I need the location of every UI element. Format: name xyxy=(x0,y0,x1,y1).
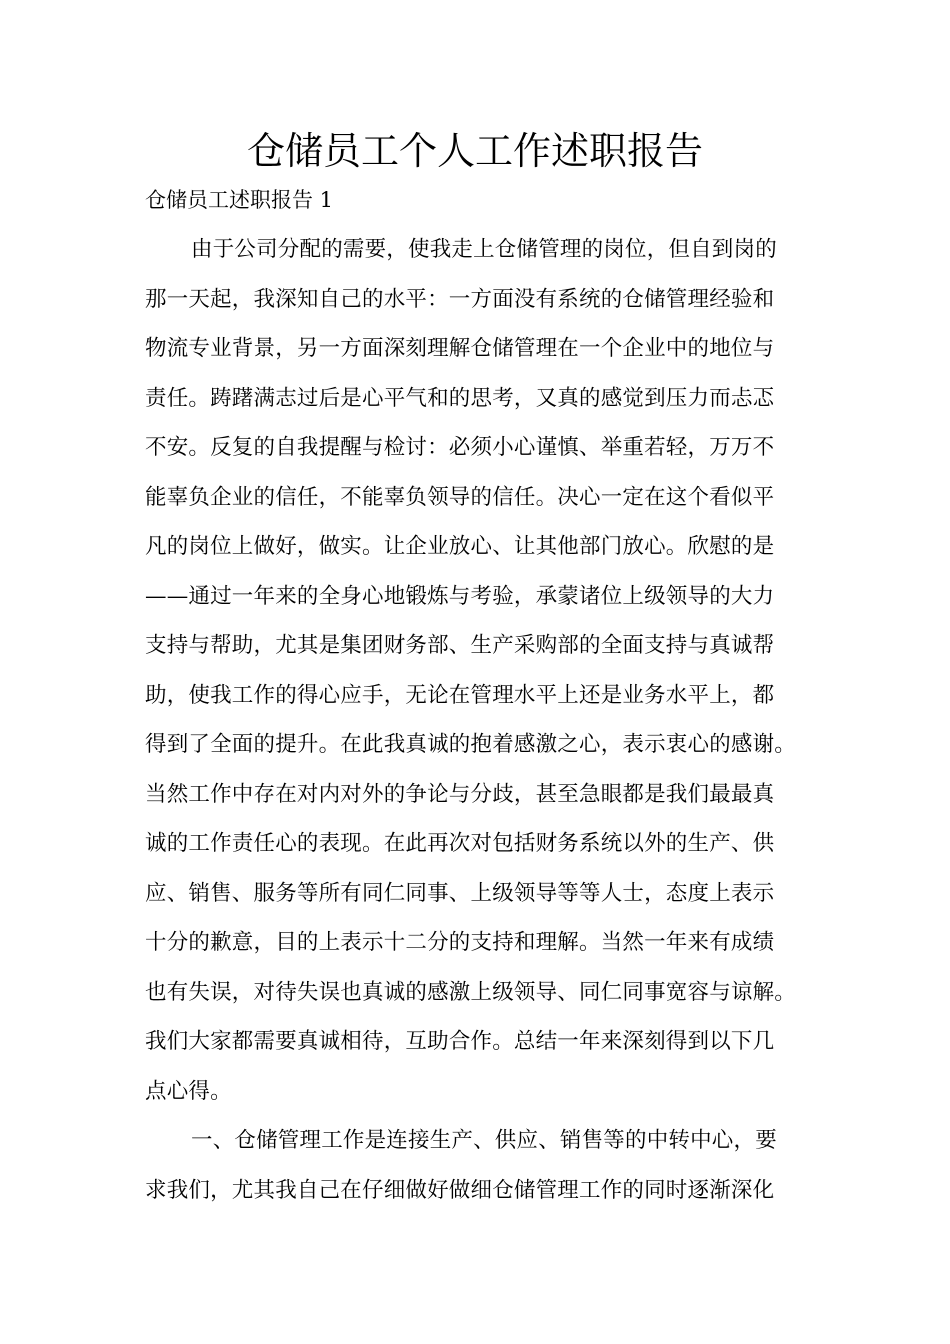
paragraph-line: 诚的工作责任心的表现。在此再次对包括财务系统以外的生产、供 xyxy=(145,831,775,856)
paragraph-line: 支持与帮助，尤其是集团财务部、生产采购部的全面支持与真诚帮 xyxy=(145,633,775,658)
paragraph-line: 责任。踌躇满志过后是心平气和的思考，又真的感觉到压力而忐忑 xyxy=(145,385,775,411)
paragraph-line: 凡的岗位上做好，做实。让企业放心、让其他部门放心。欣慰的是 xyxy=(145,534,775,559)
document-subtitle: 仓储员工述职报告 1 xyxy=(145,188,334,212)
paragraph-line: 求我们，尤其我自己在仔细做好做细仓储管理工作的同时逐渐深化 xyxy=(145,1177,775,1203)
paragraph-line: 不安。反复的自我提醒与检讨：必须小心谨慎、举重若轻，万万不 xyxy=(145,435,775,460)
paragraph-line: 那一天起，我深知自己的水平：一方面没有系统的仓储管理经验和 xyxy=(145,286,775,312)
paragraph-line: 我们大家都需要真诚相待，互助合作。总结一年来深刻得到以下几 xyxy=(145,1029,775,1054)
paragraph-line: 助，使我工作的得心应手，无论在管理水平上还是业务水平上，都 xyxy=(145,682,775,708)
paragraph-line: 由于公司分配的需要，使我走上仓储管理的岗位，但自到岗的 xyxy=(191,237,777,262)
paragraph-line: 得到了全面的提升。在此我真诚的抱着感激之心，表示衷心的感谢。 xyxy=(145,732,797,757)
paragraph-line: 当然工作中存在对内对外的争论与分歧，甚至急眼都是我们最最真 xyxy=(145,781,775,807)
paragraph-line: ——通过一年来的全身心地锻炼与考验，承蒙诸位上级领导的大力 xyxy=(145,583,775,609)
document-title: 仓储员工个人工作述职报告 xyxy=(246,129,703,173)
paragraph-line: 一、仓储管理工作是连接生产、供应、销售等的中转中心，要 xyxy=(191,1128,777,1153)
paragraph-line: 应、销售、服务等所有同仁同事、上级领导等等人士，态度上表示 xyxy=(145,880,775,906)
paragraph-line: 物流专业背景，另一方面深刻理解仓储管理在一个企业中的地位与 xyxy=(145,336,775,361)
paragraph-line: 也有失误，对待失误也真诚的感激上级领导、同仁同事宽容与谅解。 xyxy=(145,979,797,1005)
paragraph-line: 能辜负企业的信任，不能辜负领导的信任。决心一定在这个看似平 xyxy=(145,484,775,510)
paragraph-line: 点心得。 xyxy=(145,1078,232,1104)
paragraph-line: 十分的歉意，目的上表示十二分的支持和理解。当然一年来有成绩 xyxy=(145,930,775,955)
